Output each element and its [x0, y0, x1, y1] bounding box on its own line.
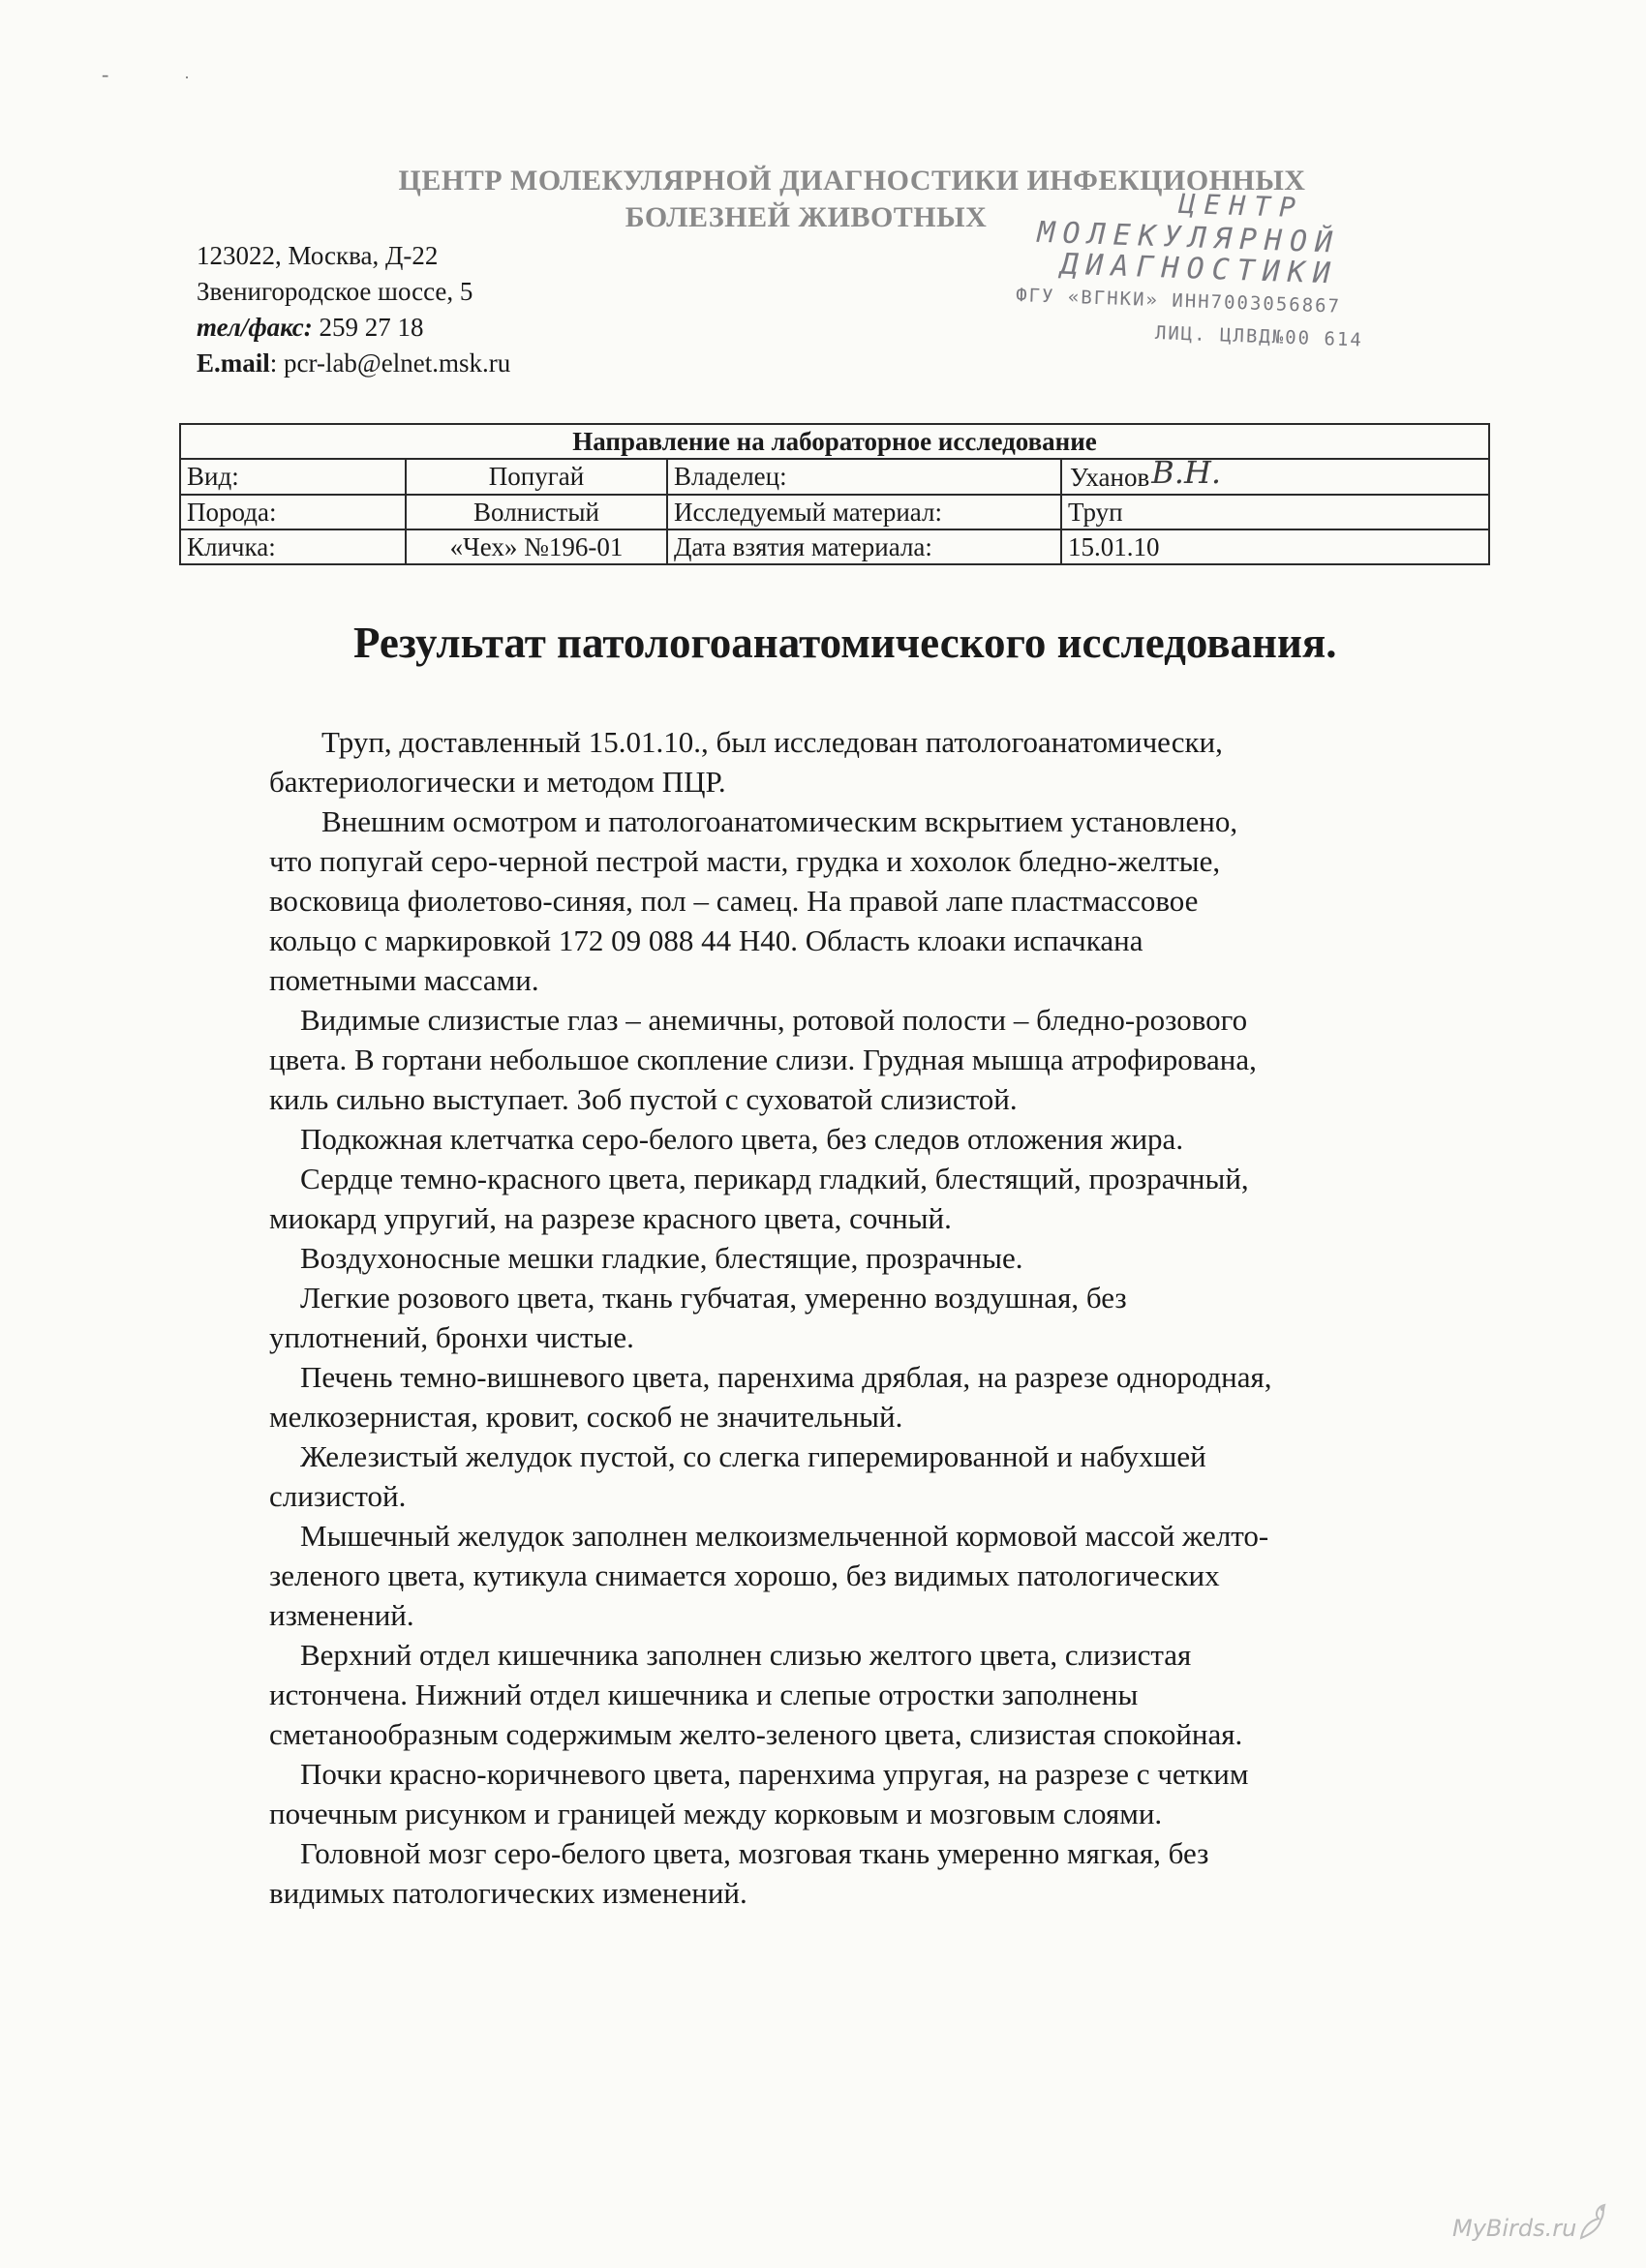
table-cell-value: Волнистый — [406, 495, 667, 529]
stamp-line1: ЦЕНТР — [1178, 187, 1305, 225]
address-block — [197, 238, 510, 381]
body-line: истончена. Нижний отдел кишечника и слепые отростки заполнены — [269, 1678, 1139, 1711]
email-label: E.mail — [197, 348, 270, 378]
organization-name-line1: ЦЕНТР МОЛЕКУЛЯРНОЙ ДИАГНОСТИКИ ИНФЕКЦИОННЫХ — [398, 165, 1306, 197]
body-line: слизистой. — [269, 1479, 407, 1513]
table-cell-value: Труп — [1061, 495, 1489, 529]
body-line: уплотнений, бронхи чистые. — [269, 1320, 634, 1354]
body-line: Подкожная клетчатка серо-белого цвета, без следов отложения жира. — [300, 1122, 1184, 1156]
address-line1: 123022, Москва, Д-22 — [197, 241, 439, 270]
report-body — [269, 722, 1547, 1913]
scan-speck: - — [102, 62, 109, 86]
stamp-line5: ЛИЦ. ЦЛВД№00 614 — [1154, 322, 1364, 351]
body-line: Воздухоносные мешки гладкие, блестящие, прозрачные. — [300, 1241, 1023, 1275]
table-cell-label: Исследуемый материал: — [667, 495, 1061, 529]
body-line: Печень темно-вишневого цвета, паренхима дряблая, на разрезе однородная, — [300, 1360, 1272, 1394]
organization-name-line2: БОЛЕЗНЕЙ ЖИВОТНЫХ — [625, 201, 988, 233]
stamp-line4: ФГУ «ВГНКИ» ИНН7003056867 — [1015, 285, 1342, 318]
phone-label: тел/факс: — [197, 313, 313, 342]
email-value: : pcr-lab@elnet.msk.ru — [269, 348, 511, 378]
table-cell-label: Порода: — [180, 495, 406, 529]
bird-logo-icon — [1573, 2199, 1610, 2244]
table-cell-owner — [1061, 454, 1489, 495]
table-cell-label: Владелец: — [667, 459, 1061, 495]
body-line: сметанообразным содержимым желто-зеленого цвета, слизистая спокойная. — [269, 1717, 1243, 1751]
organization-header — [174, 163, 1530, 236]
table-row — [180, 529, 1489, 564]
table-cell-value: Попугай — [406, 459, 667, 495]
body-line: Видимые слизистые глаз – анемичны, ротовой полости – бледно-розового — [300, 1003, 1248, 1037]
table-row — [180, 459, 1489, 495]
body-line: Верхний отдел кишечника заполнен слизью желтого цвета, слизистая — [300, 1638, 1192, 1672]
table-cell-value: «Чех» №196-01 — [406, 529, 667, 564]
body-line: Внешним осмотром и патологоанатомическим вскрытием установлено, — [321, 804, 1238, 838]
body-line: кольцо с маркировкой 172 09 088 44 Н40. Область клоаки испачкана — [269, 923, 1143, 957]
table-cell-value: 15.01.10 — [1061, 529, 1489, 564]
stamp-line3: ДИАГНОСТИКИ — [1059, 247, 1339, 291]
table-header: Направление на лабораторное исследование — [180, 424, 1489, 459]
stamp-line2: МОЛЕКУЛЯРНОЙ — [1036, 215, 1341, 260]
body-line: мелкозернистая, кровит, соскоб не значительный. — [269, 1400, 903, 1434]
owner-name: Уханов — [1070, 463, 1150, 492]
body-line: киль сильно выступает. Зоб пустой с суховатой слизистой. — [269, 1082, 1018, 1116]
body-line: восковица фиолетово-синяя, пол – самец. На правой лапе пластмассовое — [269, 884, 1199, 918]
body-line: видимых патологических изменений. — [269, 1876, 747, 1910]
handwritten-initials: В.Н. — [1151, 454, 1222, 491]
report-title: Результат патологоанатомического исследования. — [353, 619, 1337, 667]
table-cell-label: Вид: — [180, 459, 406, 495]
body-line: Почки красно-коричневого цвета, паренхима упругая, на разрезе с четким — [300, 1757, 1249, 1791]
body-line: пометными массами. — [269, 963, 539, 997]
body-line: миокард упругий, на разрезе красного цвета, сочный. — [269, 1201, 952, 1235]
body-line: Труп, доставленный 15.01.10., был исследован патологоанатомически, — [321, 725, 1223, 759]
table-row — [180, 495, 1489, 529]
body-line: почечным рисунком и границей между корковым и мозговым слоями. — [269, 1797, 1163, 1830]
table-cell-label: Дата взятия материала: — [667, 529, 1061, 564]
table-cell-label: Кличка: — [180, 529, 406, 564]
body-line: что попугай серо-черной пестрой масти, грудка и хохолок бледно-желтые, — [269, 844, 1221, 878]
email-line — [197, 346, 510, 381]
body-line: бактериологически и методом ПЦР. — [269, 765, 726, 799]
table-header-row — [180, 424, 1489, 459]
referral-table — [179, 423, 1490, 565]
scan-speck: · — [184, 68, 190, 87]
body-line: Мышечный желудок заполнен мелкоизмельченной кормовой массой желто- — [300, 1519, 1269, 1553]
body-line: зеленого цвета, кутикула снимается хорошо, без видимых патологических — [269, 1558, 1220, 1592]
phone-value: 259 27 18 — [312, 313, 424, 342]
body-line: цвета. В гортани небольшое скопление слизи. Грудная мышца атрофирована, — [269, 1043, 1257, 1076]
phone-line — [197, 310, 510, 346]
address-line2: Звенигородское шоссе, 5 — [197, 277, 473, 306]
body-line: Легкие розового цвета, ткань губчатая, умеренно воздушная, без — [300, 1281, 1127, 1315]
body-line: Железистый желудок пустой, со слегка гиперемированной и набухшей — [300, 1439, 1206, 1473]
site-watermark: MyBirds.ru — [1452, 2215, 1577, 2242]
body-line: Сердце темно-красного цвета, перикард гладкий, блестящий, прозрачный, — [300, 1162, 1249, 1195]
body-line: Головной мозг серо-белого цвета, мозговая ткань умеренно мягкая, без — [300, 1836, 1209, 1870]
body-line: изменений. — [269, 1598, 414, 1632]
